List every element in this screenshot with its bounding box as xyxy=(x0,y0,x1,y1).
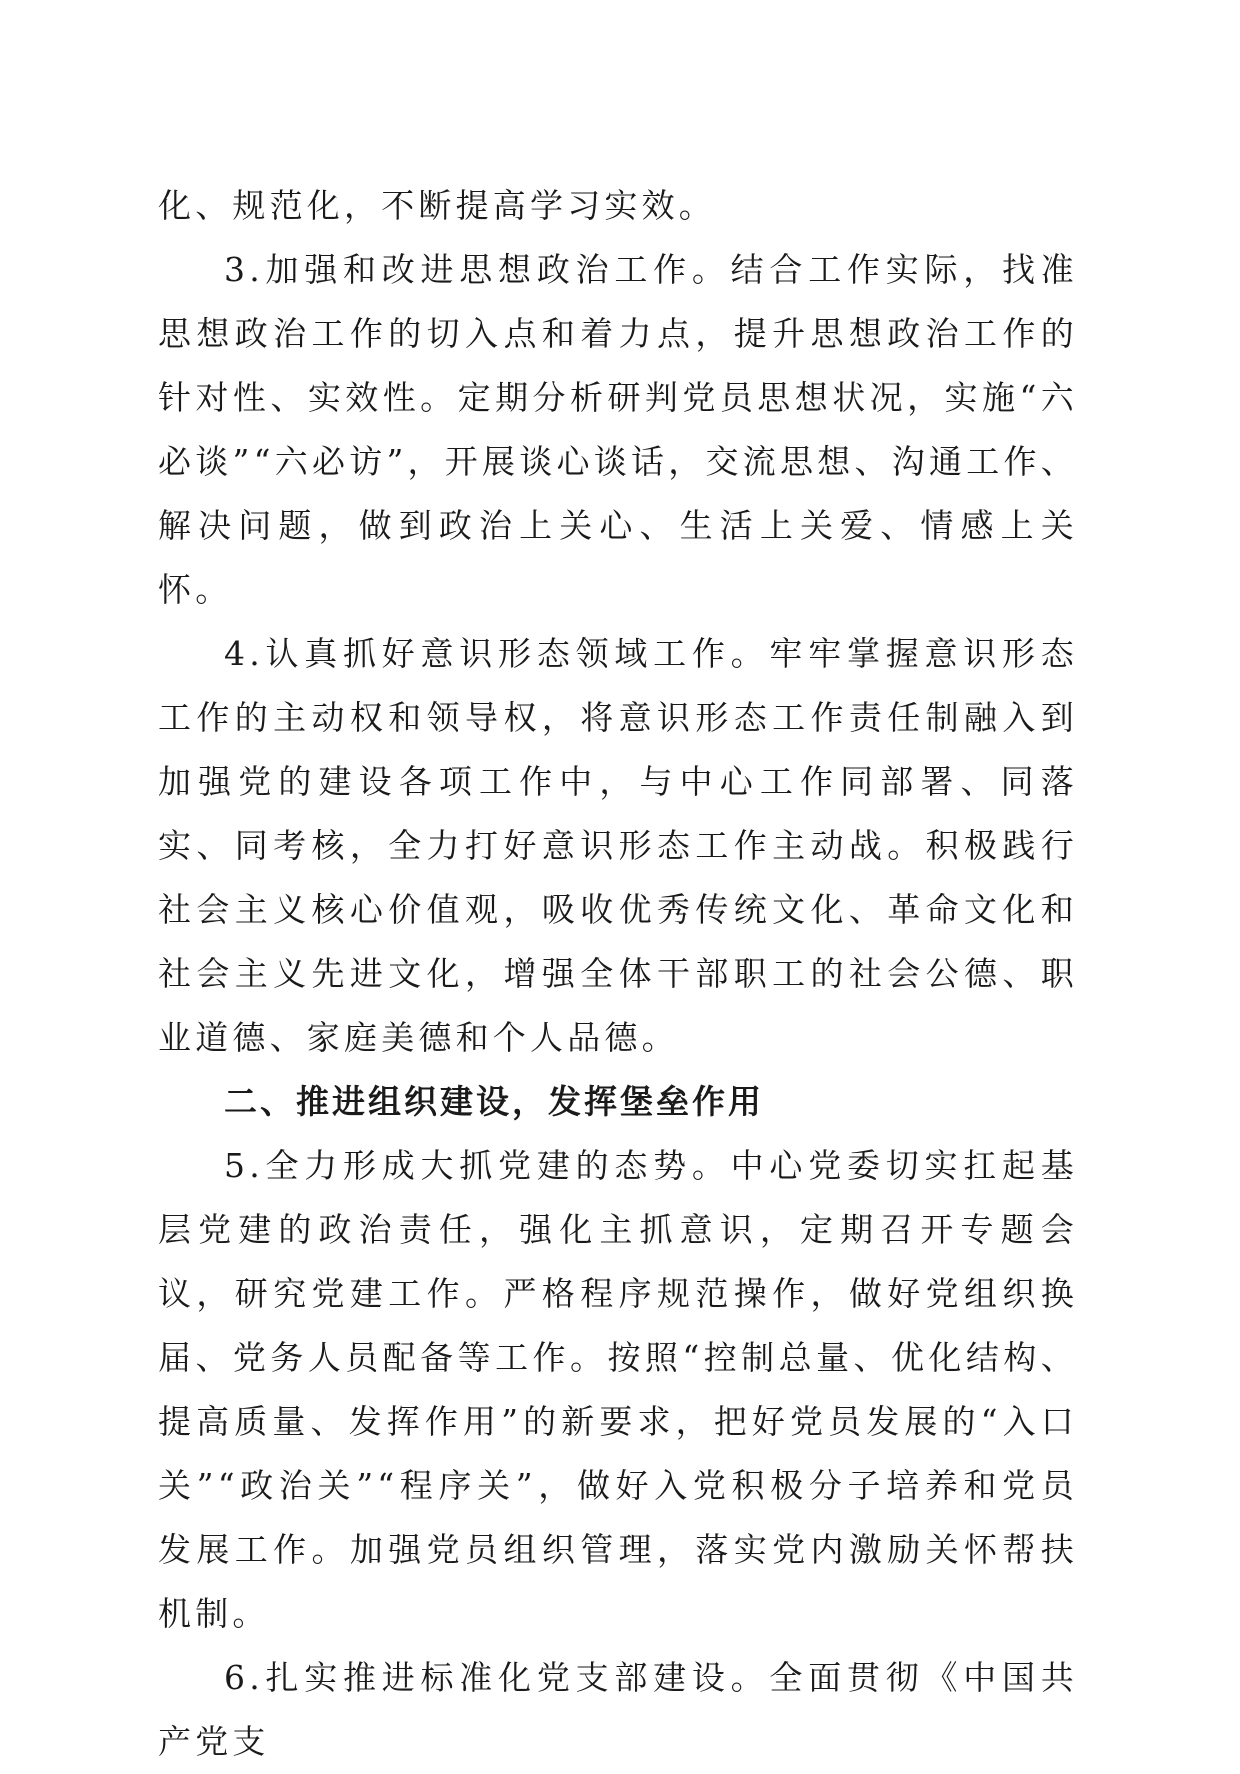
paragraph-party-building: 5.全力形成大抓党建的态势。中心党委切实扛起基层党建的政治责任，强化主抓意识，定期召开专题会议，研究党建工作。严格程序规范操作，做好党组织换届、党务人员配备等工作。按照“控制总量、优化结构、提高质量、发挥作用”的新要求，把好党员发展的“入口关”“政治关”“程序关”，做好入党积极分子培养和党员发展工作。加强党员组织管理，落实党内激励关怀帮扶机制。 xyxy=(158,1146,1078,1633)
section-heading-organization: 二、推进组织建设，发挥堡垒作用 xyxy=(224,1082,764,1121)
document-body xyxy=(158,174,1078,1774)
paragraph-standardized-branch: 6.扎实推进标准化党支部建设。全面贯彻《中国共产党支 xyxy=(158,1658,1078,1761)
paragraph-ideology-field: 4.认真抓好意识形态领域工作。牢牢掌握意识形态工作的主动权和领导权，将意识形态工作责任制融入到加强党的建设各项工作中，与中心工作同部署、同落实、同考核，全力打好意识形态工作主动战。积极践行社会主义核心价值观，吸收优秀传统文化、革命文化和社会主义先进文化，增强全体干部职工的社会公德、职业道德、家庭美德和个人品德。 xyxy=(158,634,1078,1057)
paragraph-ideological-work: 3.加强和改进思想政治工作。结合工作实际，找准思想政治工作的切入点和着力点，提升思想政治工作的针对性、实效性。定期分析研判党员思想状况，实施“六必谈”“六必访”，开展谈心谈话，交流思想、沟通工作、解决问题，做到政治上关心、生活上关爱、情感上关怀。 xyxy=(158,250,1078,609)
continuation-paragraph: 化、规范化，不断提高学习实效。 xyxy=(158,186,716,225)
